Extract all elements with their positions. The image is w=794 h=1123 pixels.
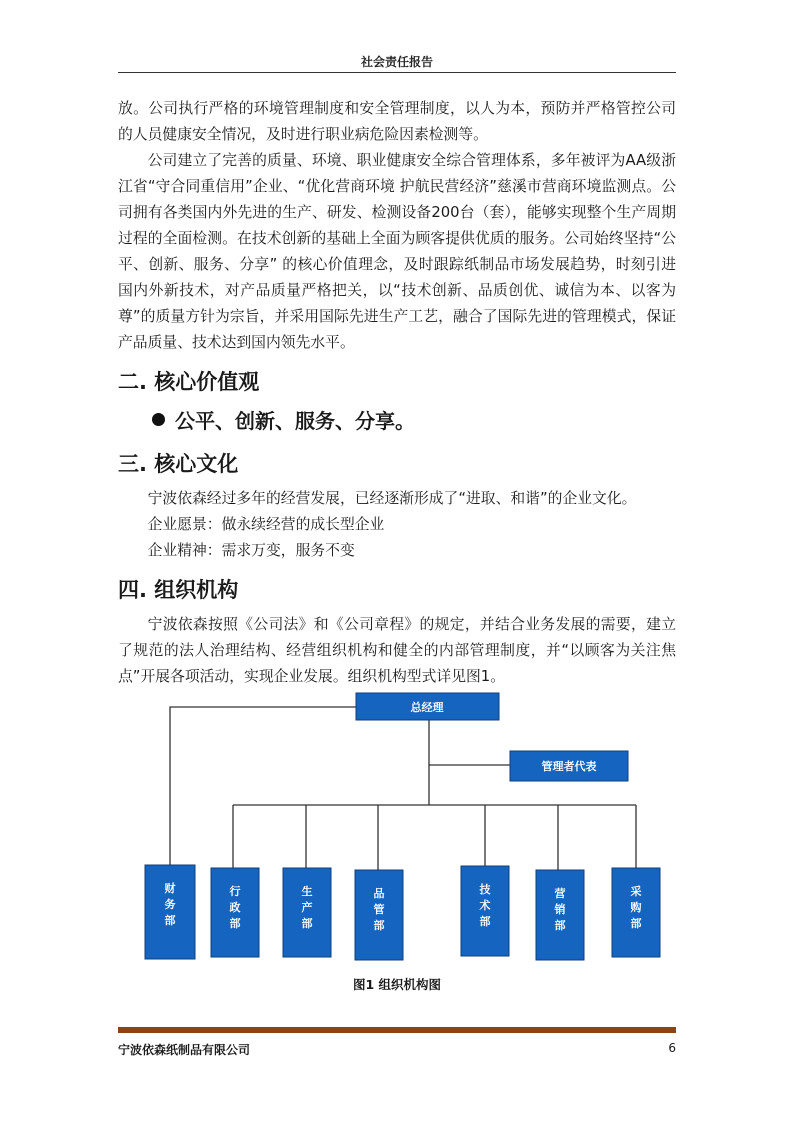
footer-rule [118,1027,676,1033]
organization-paragraph: 宁波依森按照《公司法》和《公司章程》的规定，并结合业务发展的需要，建立了规范的法人治理结构、经营组织机构和健全的内部管理制度，并“以顾客为关注焦点”开展各项活动，实现企业发展。组织机构型式详见图1。 [118,616,676,685]
org-label-tech-3: 部 [479,915,491,928]
org-label-production-1: 生 [301,885,313,898]
org-label-finance-2: 务 [164,898,176,911]
page-content [118,96,676,690]
org-label-finance-1: 财 [164,882,176,895]
org-connector-finance [170,707,356,865]
org-label-sales-2: 销 [554,903,566,916]
org-label-admin-1: 行 [229,885,241,898]
org-label-sales-1: 营 [554,887,566,900]
org-box-finance [145,865,195,959]
org-label-general-manager: 总经理 [410,701,444,714]
header-title: 社会责任报告 [360,55,433,69]
org-label-purchase-3: 部 [630,917,642,930]
org-label-finance-3: 部 [164,914,176,927]
culture-line-1: 宁波依森经过多年的经营发展，已经逐渐形成了“进取、和谐”的企业文化。 [147,490,637,507]
figure-caption: 图1 组织机构图 [352,977,442,992]
core-values-bullet [152,404,676,438]
org-label-representative: 管理者代表 [541,760,597,773]
page-number: 6 [668,1041,676,1055]
org-label-tech-1: 技 [479,883,491,896]
org-label-admin-2: 政 [229,901,241,914]
org-label-purchase-2: 购 [630,901,642,914]
org-label-production-3: 部 [301,917,313,930]
org-label-sales-3: 部 [554,919,566,932]
culture-line-2: 企业愿景：做永续经营的成长型企业 [147,516,385,533]
org-label-tech-2: 术 [479,899,491,912]
org-label-purchase-1: 采 [630,885,642,898]
org-label-production-2: 产 [301,901,313,914]
heading-core-culture: 三. 核心文化 [118,452,239,476]
org-chart [118,690,676,970]
paragraph-1: 放。公司执行严格的环境管理制度和安全管理制度，以人为本，预防并严格管控公司的人员健康安全情况，及时进行职业病危险因素检测等。 [118,100,676,143]
core-values-text: 公平、创新、服务、分享。 [175,409,415,433]
culture-line-3: 企业精神：需求万变，服务不变 [147,542,355,559]
paragraph-2: 公司建立了完善的质量、环境、职业健康安全综合管理体系，多年被评为AA级浙江省“守合同重信用”企业、“优化营商环境 护航民营经济”慈溪市营商环境监测点。公司拥有各类国内外先进的生产、研发、检测设备200台（套），能够实现整个生产周期过程的全面检测。在技术创新的基础上全面为顾客提供优质的服务。公司始终坚持“公平、创新、服务、分享” 的核心价值理念，及时跟踪纸制品市场发展趋势，时刻引进国内外新技术，对产品质量严格把关，以“技术创新、品质创优、诚信为本、以客为尊”的质量方针为宗旨，并采用国际先进生产工艺，融合了国际先进的管理模式，保证产品质量、技术达到国内领先水平。 [118,152,676,351]
org-label-quality-2: 管 [373,903,385,916]
heading-core-values: 二. 核心价值观 [118,370,260,394]
header-rule [118,72,676,73]
org-label-admin-3: 部 [229,917,241,930]
org-label-quality-1: 品 [373,887,385,900]
heading-organization: 四. 组织机构 [118,578,239,602]
footer-company: 宁波依森纸制品有限公司 [118,1043,251,1057]
bullet-dot-icon [152,413,165,426]
org-label-quality-3: 部 [373,919,385,932]
